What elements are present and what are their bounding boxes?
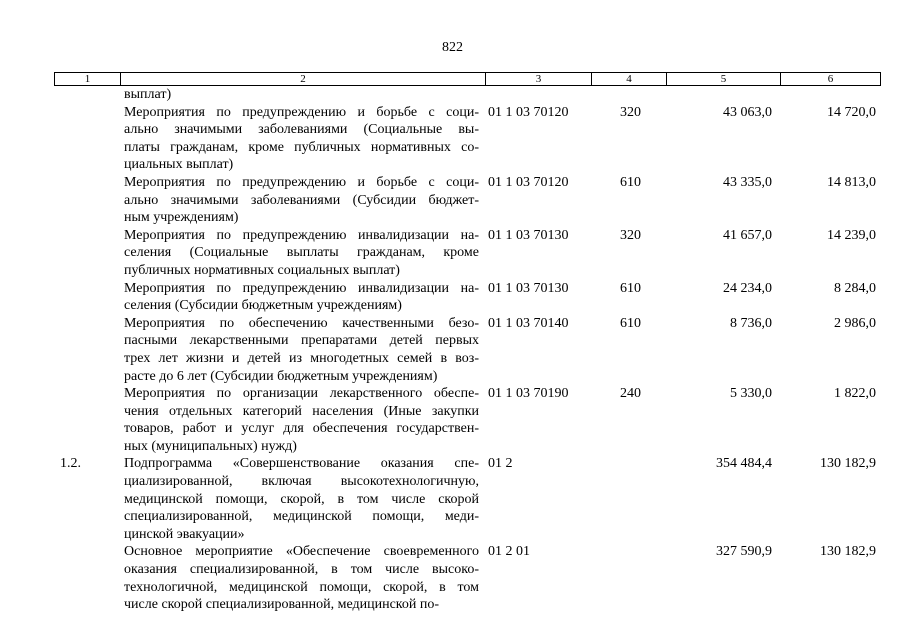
table-row [0, 543, 905, 613]
description-line: Мероприятия по предупреждению и борьбе с соци- [124, 174, 479, 190]
description-line: чения отдельных категорий населения (Иные закупки [124, 403, 479, 419]
column-header-row [55, 73, 881, 86]
row-description [124, 104, 479, 174]
row-value-5: 43 063,0 [723, 104, 772, 120]
table-row [0, 174, 905, 227]
row-description [124, 227, 479, 280]
row-code: 01 1 03 70130 [488, 280, 569, 296]
description-line: Подпрограмма «Совершенствование оказания спе- [124, 456, 479, 472]
page-number: 822 [442, 40, 463, 55]
row-number: 1.2. [60, 456, 81, 472]
description-line: ально значимыми заболеваниями (Субсидии бюджет- [124, 192, 479, 208]
description-line: циализированной, включая высокотехнологичную, [124, 474, 479, 490]
description-line: технологичной, медицинской помощи, скорой, в том [124, 579, 479, 595]
row-description [124, 543, 479, 613]
row-value-6: 2 986,0 [834, 315, 876, 331]
row-value-5: 8 736,0 [730, 315, 772, 331]
row-value-6: 8 284,0 [834, 280, 876, 296]
table-row [0, 280, 905, 315]
row-value-6: 130 182,9 [820, 544, 876, 560]
table-row [0, 385, 905, 455]
column-header-3: 3 [486, 73, 592, 86]
row-value-6: 14 720,0 [827, 104, 876, 120]
description-line: Мероприятия по предупреждению и борьбе с соци- [124, 104, 479, 120]
row-value-6: 130 182,9 [820, 456, 876, 472]
row-type: 240 [620, 386, 641, 402]
row-code: 01 1 03 70120 [488, 104, 569, 120]
description-line: оказания специализированной, в том числе высоко- [124, 562, 479, 578]
description-line: специализированной, медицинской помощи, меди- [124, 509, 479, 525]
description-line: товаров, работ и услуг для обеспечения государствен- [124, 421, 479, 437]
table-row [0, 455, 905, 543]
row-value-6: 1 822,0 [834, 386, 876, 402]
table-row [0, 227, 905, 280]
row-description [124, 455, 479, 543]
description-line: платы гражданам, кроме публичных нормативных со- [124, 139, 479, 155]
row-description [124, 315, 479, 385]
row-type: 320 [620, 227, 641, 243]
column-header-1: 1 [55, 73, 121, 86]
row-value-6: 14 239,0 [827, 227, 876, 243]
row-value-6: 14 813,0 [827, 174, 876, 190]
row-description [124, 86, 479, 104]
row-value-5: 24 234,0 [723, 280, 772, 296]
description-line: циальных выплат) [124, 157, 234, 173]
row-code: 01 1 03 70140 [488, 315, 569, 331]
description-line: Основное мероприятие «Обеспечение своевременного [124, 544, 479, 560]
description-line: трех лет жизни и детей из многодетных семей в воз- [124, 350, 479, 366]
description-line: селения (Субсидии бюджетным учреждениям) [124, 298, 402, 314]
row-value-5: 41 657,0 [723, 227, 772, 243]
row-type: 320 [620, 104, 641, 120]
column-header-table [54, 72, 881, 86]
description-line: ных (муниципальных) нужд) [124, 438, 297, 454]
description-line: расте до 6 лет (Субсидии бюджетным учреждениям) [124, 368, 438, 384]
description-line: выплат) [124, 87, 172, 102]
table-row [0, 86, 905, 104]
table-row [0, 315, 905, 385]
description-line: медицинской помощи, скорой, в том числе скорой [124, 491, 479, 507]
row-code: 01 1 03 70130 [488, 227, 569, 243]
column-header-5: 5 [667, 73, 781, 86]
table-body [0, 86, 905, 614]
description-line: ально значимыми заболеваниями (Социальные вы- [124, 122, 479, 138]
row-code: 01 2 01 [488, 544, 530, 560]
column-header-4: 4 [592, 73, 667, 86]
row-code: 01 1 03 70120 [488, 174, 569, 190]
description-line: Мероприятия по обеспечению качественными безо- [124, 315, 479, 331]
column-header-6: 6 [781, 73, 881, 86]
row-description [124, 280, 479, 315]
description-line: ным учреждениям) [124, 210, 239, 226]
row-value-5: 354 484,4 [716, 456, 772, 472]
description-line: пасными лекарственными препаратами детей первых [124, 333, 479, 349]
row-type: 610 [620, 315, 641, 331]
description-line: числе скорой специализированной, медицинской по- [124, 597, 440, 613]
row-description [124, 174, 479, 227]
row-value-5: 327 590,9 [716, 544, 772, 560]
row-value-5: 5 330,0 [730, 386, 772, 402]
table-row [0, 104, 905, 174]
row-type: 610 [620, 174, 641, 190]
description-line: Мероприятия по организации лекарственного обеспе- [124, 386, 479, 402]
column-header-2: 2 [121, 73, 486, 86]
description-line: Мероприятия по предупреждению инвалидизации на- [124, 280, 479, 296]
row-code: 01 1 03 70190 [488, 386, 569, 402]
row-code: 01 2 [488, 456, 513, 472]
row-description [124, 385, 479, 455]
row-value-5: 43 335,0 [723, 174, 772, 190]
description-line: публичных нормативных социальных выплат) [124, 262, 400, 278]
row-type: 610 [620, 280, 641, 296]
description-line: селения (Социальные выплаты гражданам, кроме [124, 245, 479, 261]
description-line: Мероприятия по предупреждению инвалидизации на- [124, 227, 479, 243]
description-line: цинской эвакуации» [124, 526, 245, 542]
